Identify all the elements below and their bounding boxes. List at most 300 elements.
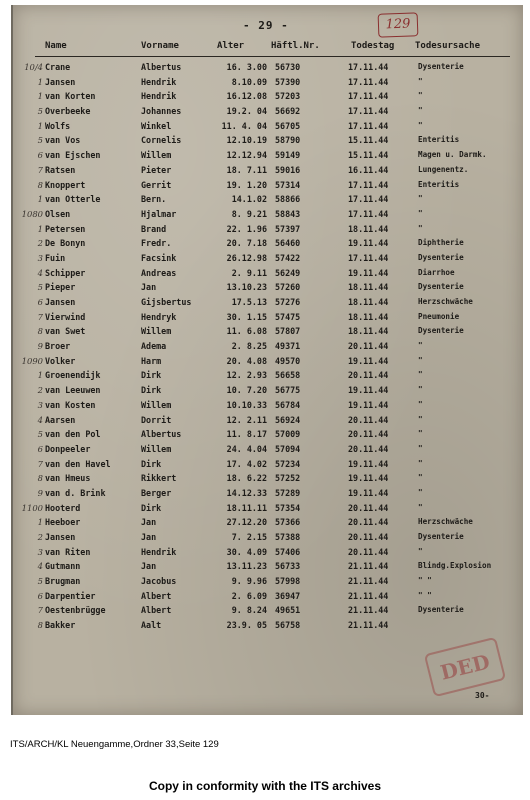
row-birth-date: 8. 9.21 bbox=[231, 208, 267, 219]
row-cause: " bbox=[418, 399, 423, 409]
table-row bbox=[13, 385, 523, 400]
row-death-date: 19.11.44 bbox=[348, 399, 389, 410]
row-first-name: Jan bbox=[141, 561, 157, 572]
table-row bbox=[13, 459, 523, 474]
row-first-name: Brand bbox=[141, 223, 167, 234]
row-first-name: Bern. bbox=[141, 194, 167, 205]
row-prisoner-no: 56758 bbox=[275, 620, 301, 631]
table-row bbox=[13, 517, 523, 532]
row-prisoner-no: 57354 bbox=[275, 502, 301, 513]
row-first-name: Rikkert bbox=[141, 473, 177, 484]
row-first-name: Harm bbox=[141, 355, 162, 366]
row-cause: " bbox=[418, 546, 423, 556]
row-death-date: 17.11.44 bbox=[348, 106, 389, 117]
row-first-name: Dirk bbox=[141, 370, 162, 381]
row-mark: 2 bbox=[37, 385, 43, 396]
row-prisoner-no: 56784 bbox=[275, 399, 301, 410]
row-name: Aarsen bbox=[45, 414, 76, 425]
row-cause: " bbox=[418, 458, 423, 468]
table-row bbox=[13, 268, 523, 283]
row-name: Olsen bbox=[45, 208, 71, 219]
row-first-name: Albert bbox=[141, 605, 172, 616]
table-row bbox=[13, 77, 523, 92]
row-birth-date: 27.12.20 bbox=[226, 517, 267, 528]
died-stamp: DED bbox=[424, 637, 506, 698]
row-first-name: Winkel bbox=[141, 120, 172, 131]
row-name: van den Havel bbox=[45, 458, 111, 469]
row-mark: 3 bbox=[37, 399, 43, 410]
row-mark: 1080 bbox=[21, 208, 43, 219]
row-mark: 5 bbox=[37, 282, 43, 293]
header-age: Alter bbox=[217, 41, 245, 51]
bottom-page-mark: 30- bbox=[475, 691, 490, 700]
row-prisoner-no: 59149 bbox=[275, 150, 301, 161]
row-death-date: 18.11.44 bbox=[348, 326, 389, 337]
row-birth-date: 11. 8.17 bbox=[226, 429, 267, 440]
row-prisoner-no: 58790 bbox=[275, 135, 301, 146]
row-birth-date: 20. 7.18 bbox=[226, 238, 267, 249]
row-first-name: Hendrik bbox=[141, 76, 177, 87]
row-prisoner-no: 58843 bbox=[275, 208, 301, 219]
row-death-date: 19.11.44 bbox=[348, 473, 389, 484]
row-cause: Diarrhoe bbox=[418, 267, 455, 277]
row-death-date: 17.11.44 bbox=[348, 179, 389, 190]
row-prisoner-no: 57203 bbox=[275, 91, 301, 102]
row-death-date: 16.11.44 bbox=[348, 164, 389, 175]
row-cause: Herzschwäche bbox=[418, 517, 473, 527]
row-death-date: 18.11.44 bbox=[348, 311, 389, 322]
row-birth-date: 22. 1.96 bbox=[226, 223, 267, 234]
row-birth-date: 26.12.98 bbox=[226, 252, 267, 263]
row-first-name: Aalt bbox=[141, 620, 162, 631]
row-prisoner-no: 57388 bbox=[275, 532, 301, 542]
row-birth-date: 17. 4.02 bbox=[226, 458, 267, 469]
row-name: Schipper bbox=[45, 267, 86, 278]
row-mark: 5 bbox=[37, 135, 43, 146]
row-mark: 1 bbox=[37, 370, 43, 381]
row-name: Brugman bbox=[45, 576, 81, 587]
table-row bbox=[13, 209, 523, 224]
row-cause: " bbox=[418, 91, 423, 101]
row-mark: 6 bbox=[37, 150, 43, 161]
row-birth-date: 7. 2.15 bbox=[231, 532, 267, 542]
row-cause: " bbox=[418, 370, 423, 380]
row-mark: 8 bbox=[37, 473, 43, 484]
row-first-name: Facsink bbox=[141, 252, 177, 263]
row-name: Jansen bbox=[45, 76, 76, 87]
row-death-date: 19.11.44 bbox=[348, 487, 389, 498]
table-row bbox=[13, 620, 523, 635]
row-cause: " bbox=[418, 106, 423, 116]
row-birth-date: 24. 4.04 bbox=[226, 443, 267, 454]
row-prisoner-no: 56460 bbox=[275, 238, 301, 249]
row-first-name: Jacobus bbox=[141, 576, 177, 587]
row-first-name: Dorrit bbox=[141, 414, 172, 425]
table-row bbox=[13, 341, 523, 356]
row-prisoner-no: 59016 bbox=[275, 164, 301, 175]
table-row bbox=[13, 238, 523, 253]
row-prisoner-no: 49651 bbox=[275, 605, 301, 616]
row-cause: " bbox=[418, 429, 423, 439]
row-death-date: 19.11.44 bbox=[348, 385, 389, 396]
row-birth-date: 20. 4.08 bbox=[226, 355, 267, 366]
row-birth-date: 13.11.23 bbox=[226, 561, 267, 572]
row-mark: 7 bbox=[37, 311, 43, 322]
table-row bbox=[13, 91, 523, 106]
row-prisoner-no: 57094 bbox=[275, 443, 301, 454]
table-row bbox=[13, 194, 523, 209]
row-mark: 8 bbox=[37, 620, 43, 631]
row-death-date: 20.11.44 bbox=[348, 370, 389, 381]
row-name: Volker bbox=[45, 355, 76, 366]
row-prisoner-no: 56730 bbox=[275, 62, 301, 72]
table-row bbox=[13, 297, 523, 312]
row-prisoner-no: 57260 bbox=[275, 282, 301, 293]
row-death-date: 19.11.44 bbox=[348, 267, 389, 278]
row-death-date: 20.11.44 bbox=[348, 414, 389, 425]
row-birth-date: 12. 2.11 bbox=[226, 414, 267, 425]
table-row bbox=[13, 165, 523, 180]
row-first-name: Berger bbox=[141, 487, 172, 498]
row-death-date: 18.11.44 bbox=[348, 223, 389, 234]
row-cause: Enteritis bbox=[418, 179, 460, 189]
row-mark: 1 bbox=[37, 91, 43, 102]
table-row bbox=[13, 253, 523, 268]
row-prisoner-no: 57390 bbox=[275, 76, 301, 87]
row-mark: 8 bbox=[37, 179, 43, 190]
row-birth-date: 9. 8.24 bbox=[231, 605, 267, 616]
row-birth-date: 12.12.94 bbox=[226, 150, 267, 161]
row-first-name: Willem bbox=[141, 443, 172, 454]
row-prisoner-no: 56692 bbox=[275, 106, 301, 117]
header-prisoner-no: Häftl.Nr. bbox=[271, 41, 320, 51]
row-first-name: Dirk bbox=[141, 502, 162, 513]
row-first-name: Hendrik bbox=[141, 546, 177, 557]
row-mark: 7 bbox=[37, 458, 43, 469]
row-death-date: 15.11.44 bbox=[348, 135, 389, 146]
row-name: Gutmann bbox=[45, 561, 81, 572]
row-name: Ratsen bbox=[45, 164, 76, 175]
row-birth-date: 11. 6.08 bbox=[226, 326, 267, 337]
row-name: van Leeuwen bbox=[45, 385, 101, 396]
row-death-date: 17.11.44 bbox=[348, 62, 389, 72]
row-prisoner-no: 56775 bbox=[275, 385, 301, 396]
header-first-name: Vorname bbox=[141, 41, 179, 51]
row-name: Hooterd bbox=[45, 502, 81, 513]
row-name: van Ejschen bbox=[45, 150, 101, 161]
row-mark: 1 bbox=[37, 194, 43, 205]
row-cause: " bbox=[418, 385, 423, 395]
row-birth-date: 19.2. 04 bbox=[226, 106, 267, 117]
row-name: van Korten bbox=[45, 91, 96, 102]
row-first-name: Gerrit bbox=[141, 179, 172, 190]
row-cause: Diphtherie bbox=[418, 238, 464, 248]
row-mark: 10/4 bbox=[24, 62, 43, 72]
row-name: Bakker bbox=[45, 620, 76, 631]
row-cause: Dysenterie bbox=[418, 532, 464, 541]
row-death-date: 17.11.44 bbox=[348, 208, 389, 219]
row-name: Wolfs bbox=[45, 120, 71, 131]
header-name: Name bbox=[45, 41, 67, 51]
table-row bbox=[13, 370, 523, 385]
row-first-name: Willem bbox=[141, 326, 172, 337]
row-prisoner-no: 56924 bbox=[275, 414, 301, 425]
row-birth-date: 17.5.13 bbox=[231, 297, 267, 307]
row-birth-date: 14.1.02 bbox=[231, 194, 267, 205]
row-death-date: 20.11.44 bbox=[348, 429, 389, 440]
row-prisoner-no: 56658 bbox=[275, 370, 301, 381]
row-death-date: 17.11.44 bbox=[348, 120, 389, 131]
row-cause: " bbox=[418, 341, 423, 351]
row-name: Groenendijk bbox=[45, 370, 101, 381]
row-death-date: 18.11.44 bbox=[348, 282, 389, 293]
table-row bbox=[13, 400, 523, 415]
row-mark: 1 bbox=[37, 120, 43, 131]
row-mark: 4 bbox=[37, 414, 43, 425]
row-mark: 6 bbox=[37, 443, 43, 454]
row-cause: " bbox=[418, 120, 423, 130]
row-birth-date: 18. 7.11 bbox=[226, 164, 267, 175]
row-prisoner-no: 57397 bbox=[275, 223, 301, 234]
row-birth-date: 10. 7.20 bbox=[226, 385, 267, 396]
table-row bbox=[13, 150, 523, 165]
row-cause: Dysenterie bbox=[418, 282, 464, 292]
row-mark: 4 bbox=[37, 267, 43, 278]
table-row bbox=[13, 326, 523, 341]
row-death-date: 18.11.44 bbox=[348, 297, 389, 307]
row-cause: " bbox=[418, 502, 423, 512]
row-mark: 7 bbox=[37, 605, 43, 616]
row-death-date: 20.11.44 bbox=[348, 341, 389, 352]
copy-conformity-footer: Copy in conformity with the ITS archives bbox=[148, 779, 382, 793]
row-birth-date: 10.10.33 bbox=[226, 399, 267, 410]
row-prisoner-no: 57998 bbox=[275, 576, 301, 587]
table-row bbox=[13, 224, 523, 239]
row-name: Petersen bbox=[45, 223, 86, 234]
row-mark: 1 bbox=[37, 223, 43, 234]
row-mark: 2 bbox=[37, 238, 43, 249]
row-prisoner-no: 58866 bbox=[275, 194, 301, 205]
row-mark: 3 bbox=[37, 546, 43, 557]
row-prisoner-no: 57252 bbox=[275, 473, 301, 484]
row-prisoner-no: 57807 bbox=[275, 326, 301, 337]
header-death-date: Todestag bbox=[351, 41, 395, 51]
row-cause: " bbox=[418, 194, 423, 204]
table-row bbox=[13, 312, 523, 327]
row-name: Overbeeke bbox=[45, 106, 91, 117]
row-name: van d. Brink bbox=[45, 487, 106, 498]
row-death-date: 19.11.44 bbox=[348, 355, 389, 366]
table-row bbox=[13, 576, 523, 591]
row-cause: Dysenterie bbox=[418, 605, 464, 615]
row-prisoner-no: 57422 bbox=[275, 252, 301, 263]
row-mark: 6 bbox=[37, 590, 43, 601]
row-mark: 7 bbox=[37, 164, 43, 175]
row-birth-date: 9. 9.96 bbox=[231, 576, 267, 587]
row-name: Jansen bbox=[45, 532, 76, 542]
table-row bbox=[13, 415, 523, 430]
row-first-name: Dirk bbox=[141, 458, 162, 469]
row-mark: 3 bbox=[37, 252, 43, 263]
table-header bbox=[13, 41, 523, 55]
table-row bbox=[13, 591, 523, 606]
row-death-date: 19.11.44 bbox=[348, 238, 389, 249]
row-first-name: Jan bbox=[141, 282, 157, 293]
row-death-date: 17.11.44 bbox=[348, 252, 389, 263]
row-birth-date: 2. 8.25 bbox=[231, 341, 267, 352]
row-prisoner-no: 56705 bbox=[275, 120, 301, 131]
row-first-name: Albertus bbox=[141, 429, 182, 440]
row-prisoner-no: 56249 bbox=[275, 267, 301, 278]
table-row bbox=[13, 561, 523, 576]
row-name: Vierwind bbox=[45, 311, 86, 322]
row-cause: " bbox=[418, 473, 423, 483]
row-death-date: 17.11.44 bbox=[348, 91, 389, 102]
row-birth-date: 18. 6.22 bbox=[226, 473, 267, 484]
row-cause: " " bbox=[418, 576, 432, 586]
row-prisoner-no: 57406 bbox=[275, 546, 301, 557]
row-death-date: 21.11.44 bbox=[348, 576, 389, 587]
row-cause: " " bbox=[418, 590, 432, 600]
row-prisoner-no: 57366 bbox=[275, 517, 301, 528]
row-prisoner-no: 49570 bbox=[275, 355, 301, 366]
row-cause: Pneumonie bbox=[418, 311, 460, 321]
row-birth-date: 13.10.23 bbox=[226, 282, 267, 293]
row-first-name: Pieter bbox=[141, 164, 172, 175]
row-cause: " bbox=[418, 355, 423, 365]
row-name: van Swet bbox=[45, 326, 86, 337]
row-name: Darpentier bbox=[45, 590, 96, 601]
row-prisoner-no: 57009 bbox=[275, 429, 301, 440]
row-first-name: Dirk bbox=[141, 385, 162, 396]
row-cause: Enteritis bbox=[418, 135, 460, 145]
row-mark: 5 bbox=[37, 429, 43, 440]
table-row bbox=[13, 532, 523, 547]
row-first-name: Hendryk bbox=[141, 311, 177, 322]
row-prisoner-no: 57276 bbox=[275, 297, 301, 307]
row-mark: 8 bbox=[37, 326, 43, 337]
table-row bbox=[13, 282, 523, 297]
row-prisoner-no: 49371 bbox=[275, 341, 301, 352]
row-cause: " bbox=[418, 414, 423, 424]
table-row bbox=[13, 605, 523, 620]
row-first-name: Cornelis bbox=[141, 135, 182, 146]
table-row bbox=[13, 62, 523, 77]
row-prisoner-no: 57475 bbox=[275, 311, 301, 322]
table-row bbox=[13, 488, 523, 503]
row-prisoner-no: 57234 bbox=[275, 458, 301, 469]
row-cause: Blindg.Explosion bbox=[418, 561, 492, 571]
row-first-name: Willem bbox=[141, 150, 172, 161]
row-mark: 5 bbox=[37, 106, 43, 117]
row-death-date: 21.11.44 bbox=[348, 605, 389, 616]
archive-caption: ITS/ARCH/KL Neuengamme,Ordner 33,Seite 129 bbox=[10, 739, 219, 750]
row-first-name: Fredr. bbox=[141, 238, 172, 249]
row-first-name: Albertus bbox=[141, 62, 182, 72]
row-cause: " bbox=[418, 208, 423, 218]
row-birth-date: 16. 3.00 bbox=[226, 62, 267, 72]
row-death-date: 20.11.44 bbox=[348, 546, 389, 557]
row-name: van Kosten bbox=[45, 399, 96, 410]
row-mark: 9 bbox=[37, 487, 43, 498]
row-first-name: Gijsbertus bbox=[141, 297, 192, 307]
row-name: Crane bbox=[45, 62, 71, 72]
table-row bbox=[13, 121, 523, 136]
row-birth-date: 8.10.09 bbox=[231, 76, 267, 87]
row-cause: Herzschwäche bbox=[418, 297, 473, 306]
row-birth-date: 14.12.33 bbox=[226, 487, 267, 498]
table-row bbox=[13, 503, 523, 518]
row-first-name: Johannes bbox=[141, 106, 182, 117]
row-cause: Lungenentz. bbox=[418, 164, 469, 174]
table-row bbox=[13, 547, 523, 562]
row-mark: 5 bbox=[37, 576, 43, 587]
row-prisoner-no: 56733 bbox=[275, 561, 301, 572]
page-number: - 29 - bbox=[243, 19, 289, 32]
row-mark: 6 bbox=[37, 297, 43, 307]
row-mark: 1100 bbox=[21, 502, 43, 513]
header-cause: Todesursache bbox=[415, 41, 481, 51]
table-row bbox=[13, 473, 523, 488]
table-row bbox=[13, 429, 523, 444]
row-birth-date: 30. 4.09 bbox=[226, 546, 267, 557]
row-first-name: Hjalmar bbox=[141, 208, 177, 219]
row-death-date: 17.11.44 bbox=[348, 76, 389, 87]
row-death-date: 19.11.44 bbox=[348, 458, 389, 469]
row-prisoner-no: 57289 bbox=[275, 487, 301, 498]
row-birth-date: 12.10.19 bbox=[226, 135, 267, 146]
row-cause: " bbox=[418, 76, 423, 86]
row-birth-date: 2. 6.09 bbox=[231, 590, 267, 601]
row-first-name: Adema bbox=[141, 341, 167, 352]
row-mark: 1 bbox=[37, 76, 43, 87]
row-cause: " bbox=[418, 443, 423, 453]
row-name: Fuin bbox=[45, 252, 66, 263]
row-first-name: Jan bbox=[141, 517, 157, 528]
header-rule bbox=[35, 56, 510, 57]
row-name: Donpeeler bbox=[45, 443, 91, 454]
row-name: van Vos bbox=[45, 135, 81, 146]
row-death-date: 21.11.44 bbox=[348, 561, 389, 572]
row-death-date: 20.11.44 bbox=[348, 502, 389, 513]
row-mark: 1 bbox=[37, 517, 43, 528]
row-first-name: Hendrik bbox=[141, 91, 177, 102]
row-name: van Riten bbox=[45, 546, 91, 557]
row-name: Broer bbox=[45, 341, 71, 352]
table-row bbox=[13, 444, 523, 459]
row-birth-date: 30. 1.15 bbox=[226, 311, 267, 322]
row-mark: 2 bbox=[37, 532, 43, 542]
table-row bbox=[13, 180, 523, 195]
row-birth-date: 19. 1.20 bbox=[226, 179, 267, 190]
table-row bbox=[13, 135, 523, 150]
row-prisoner-no: 57314 bbox=[275, 179, 301, 190]
row-mark: 9 bbox=[37, 341, 43, 352]
row-name: De Bonyn bbox=[45, 238, 86, 249]
row-name: Jansen bbox=[45, 297, 76, 307]
row-name: Pieper bbox=[45, 282, 76, 293]
archive-number-stamp: 129 bbox=[378, 12, 419, 37]
row-cause: Dysenterie bbox=[418, 62, 464, 71]
row-death-date: 20.11.44 bbox=[348, 517, 389, 528]
row-first-name: Andreas bbox=[141, 267, 177, 278]
row-birth-date: 18.11.11 bbox=[226, 502, 267, 513]
row-name: Oestenbrügge bbox=[45, 605, 106, 616]
row-name: Knoppert bbox=[45, 179, 86, 190]
row-first-name: Willem bbox=[141, 399, 172, 410]
row-mark: 4 bbox=[37, 561, 43, 572]
row-name: Heeboer bbox=[45, 517, 81, 528]
